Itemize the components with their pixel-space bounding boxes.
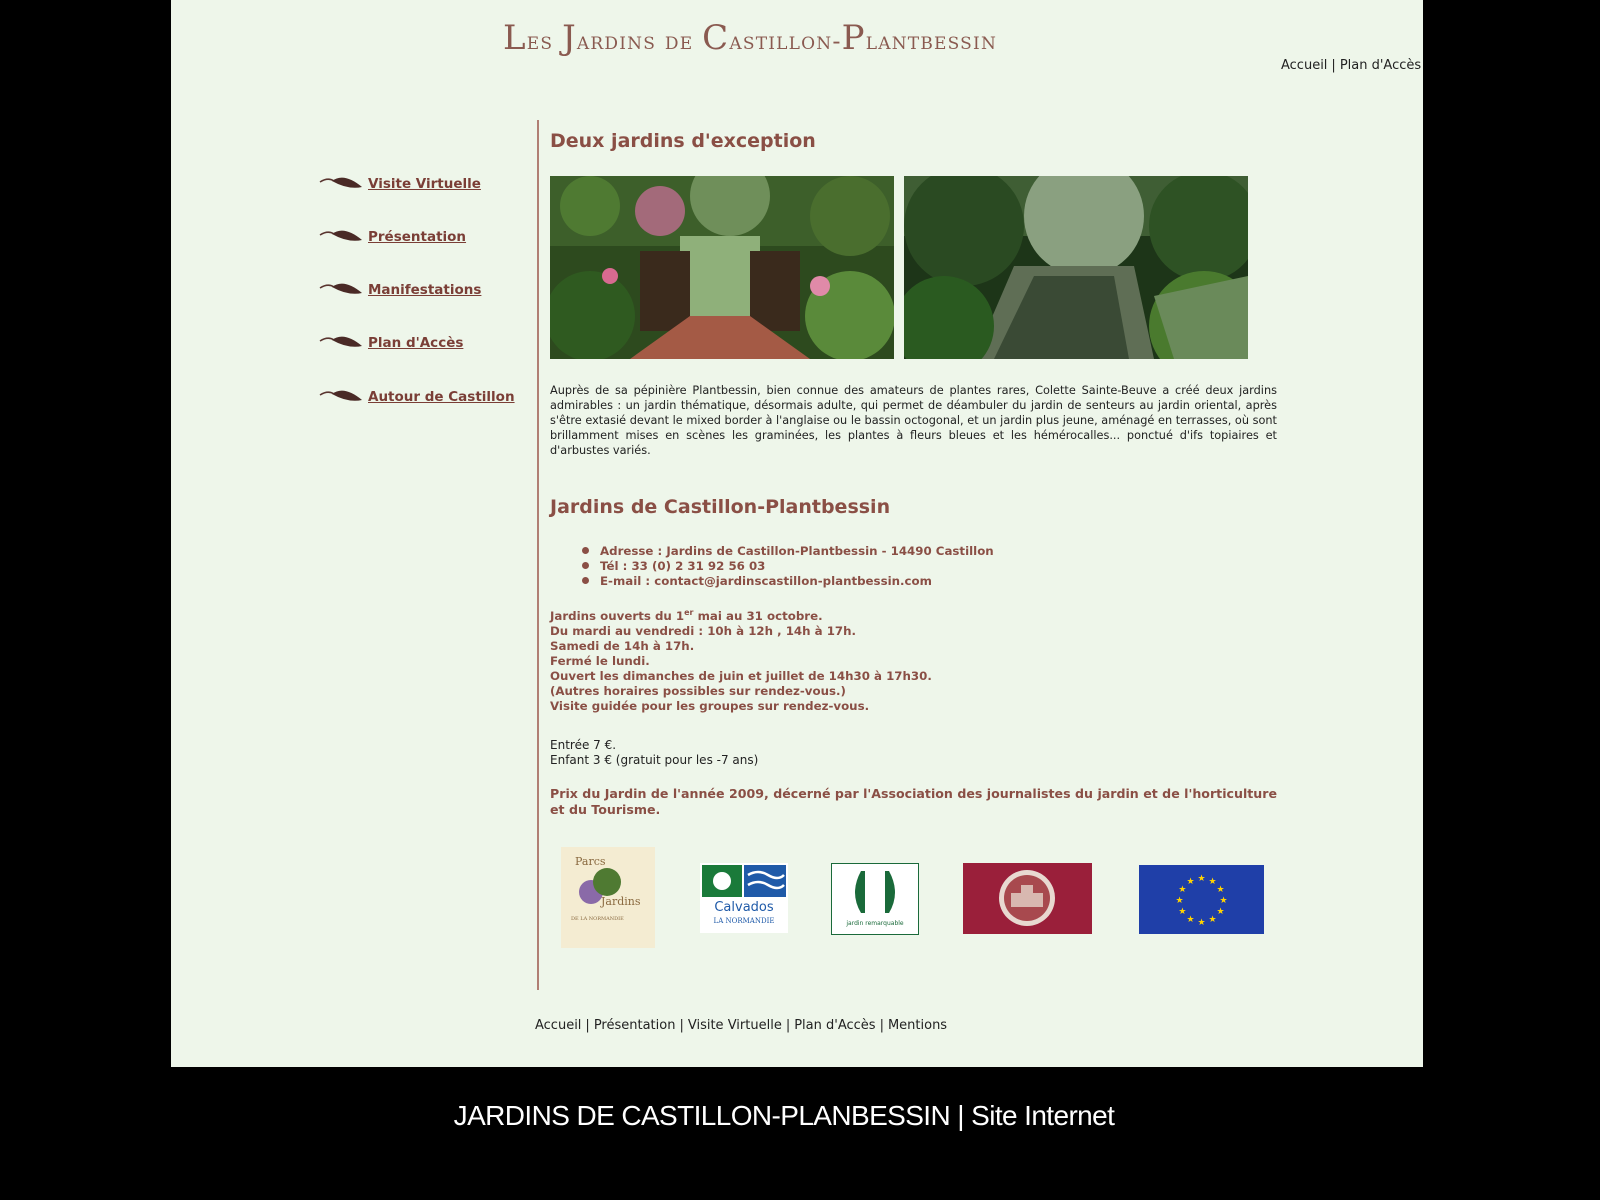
eu-star-icon: ★	[1197, 918, 1206, 928]
hours-line: Du mardi au vendredi : 10h à 12h , 14h à 17h.	[550, 623, 856, 638]
top-nav-accueil[interactable]: Accueil	[1281, 58, 1328, 73]
vertical-divider	[537, 120, 539, 990]
footer-separator: |	[785, 1018, 791, 1033]
price-adult: Entrée 7 €.	[550, 738, 617, 752]
top-nav-plan-acces[interactable]: Plan d'Accès	[1339, 58, 1422, 73]
hours-line: Ouvert les dimanches de juin et juillet de 14h30 à 17h30.	[550, 668, 932, 683]
garden-pond-photo	[904, 176, 1248, 359]
leaf-icon	[318, 280, 364, 300]
eu-star-icon: ★	[1219, 896, 1228, 906]
footer-nav-mentions[interactable]: Mentions	[887, 1018, 948, 1033]
heading-deux-jardins: Deux jardins d'exception	[550, 130, 816, 152]
title-cap-2: J	[562, 18, 577, 58]
eu-flag-logo[interactable]	[1139, 865, 1264, 934]
prize-text: Prix du Jardin de l'année 2009, décerné par l'Association des journalistes du jardin et de l'horticulture et du Tourisme.	[550, 786, 1277, 817]
hours-line: Fermé le lundi.	[550, 653, 650, 668]
hours-line: Samedi de 14h à 17h.	[550, 638, 695, 653]
top-nav-separator: |	[1331, 58, 1336, 73]
eu-star-icon: ★	[1178, 885, 1187, 895]
footer-nav	[535, 1018, 947, 1033]
jardin-remarquable-text: jardin remarquable	[846, 920, 904, 927]
leaf-icon	[318, 387, 364, 407]
sidebar-item-label: Autour de Castillon	[368, 389, 515, 405]
sidebar-item-label: Manifestations	[368, 282, 482, 298]
castle-emblem-logo[interactable]	[963, 863, 1092, 934]
contact-phone: Tél : 33 (0) 2 31 92 56 03	[582, 559, 994, 574]
parcs-logo-jardins: Jardins	[601, 895, 641, 908]
contact-list	[582, 544, 994, 589]
footer-separator: |	[879, 1018, 884, 1033]
hours-line1-sup: er	[684, 608, 694, 617]
footer-separator: |	[679, 1018, 684, 1033]
footer-nav-presentation[interactable]: Présentation	[593, 1018, 676, 1033]
sidebar-item-label: Présentation	[368, 229, 467, 245]
footer-nav-plan-acces[interactable]: Plan d'Accès	[794, 1018, 876, 1033]
footer-separator: |	[585, 1018, 590, 1033]
sidebar-item-label: Visite Virtuelle	[368, 176, 481, 192]
sidebar-item-visite-virtuelle[interactable]	[318, 172, 481, 196]
calvados-logo[interactable]	[700, 863, 788, 933]
site-title	[503, 18, 1333, 58]
parcs-jardins-logo[interactable]	[561, 847, 655, 948]
calvados-logo-text: Calvados	[714, 900, 774, 915]
garden-gate-photo	[550, 176, 894, 359]
contact-email[interactable]: E-mail : contact@jardinscastillon-plantbessin.com	[582, 574, 994, 589]
eu-star-icon: ★	[1208, 915, 1217, 926]
top-nav	[1281, 58, 1421, 73]
leaf-icon	[318, 227, 364, 247]
eu-star-icon: ★	[1178, 907, 1187, 917]
portfolio-caption: JARDINS DE CASTILLON-PLANBESSIN | Site Internet	[453, 1100, 1115, 1131]
hours-line: (Autres horaires possibles sur rendez-vous.)	[550, 683, 846, 698]
title-part-4: lantbessin	[865, 27, 998, 55]
sidebar-item-presentation[interactable]	[318, 225, 466, 249]
sidebar-item-label: Plan d'Accès	[368, 335, 464, 351]
title-cap-1: L	[503, 18, 527, 58]
calvados-logo-sub: LA NORMANDIE	[713, 917, 775, 925]
eu-star-icon: ★	[1186, 876, 1195, 887]
hours-line1-post: mai au 31 octobre.	[693, 608, 823, 623]
hours-line1-pre: Jardins ouverts du 1	[550, 608, 685, 623]
footer-nav-visite-virtuelle[interactable]: Visite Virtuelle	[687, 1018, 782, 1033]
intro-paragraph: Auprès de sa pépinière Plantbessin, bien connue des amateurs de plantes rares, Colette Sainte-Beuve a créé deux jardins admirables : un jardin thématique, désormais adulte, qui permet de déambuler du jardin de senteurs au jardin oriental, après s'être extasié devant le mixed border à l'anglaise ou le bassin octogonal, et un jardin plus jeune, aménagé en terrasses, où sont brillamment mises en scènes les graminées, les plantes à fleurs bleues et les hémérocalles... ponctué d'ifs topiaires et d'arbustes variés.	[550, 384, 1277, 457]
jardin-remarquable-logo[interactable]	[831, 863, 919, 935]
heading-jardins-castillon: Jardins de Castillon-Plantbessin	[550, 496, 891, 518]
price-child: Enfant 3 € (gratuit pour les -7 ans)	[550, 753, 759, 767]
title-cap-4: P	[841, 18, 866, 58]
leaf-icon	[318, 333, 364, 353]
opening-hours	[550, 605, 932, 714]
leaf-icon	[318, 174, 364, 194]
eu-star-icon: ★	[1208, 876, 1217, 887]
contact-address: Adresse : Jardins de Castillon-Plantbessin - 14490 Castillon	[582, 544, 994, 559]
parcs-logo-text: Parcs	[575, 855, 606, 868]
hours-line	[550, 605, 932, 624]
sidebar-item-plan-acces[interactable]	[318, 331, 463, 355]
title-cap-3: C	[702, 18, 730, 58]
sidebar-item-manifestations[interactable]	[318, 278, 481, 302]
sidebar-item-autour-de-castillon[interactable]	[318, 385, 515, 409]
eu-star-icon: ★	[1216, 885, 1225, 895]
eu-star-icon: ★	[1175, 896, 1184, 906]
hours-line: Visite guidée pour les groupes sur rendez-vous.	[550, 698, 870, 713]
eu-star-icon: ★	[1216, 907, 1225, 917]
footer-nav-accueil[interactable]: Accueil	[535, 1018, 582, 1033]
eu-star-icon: ★	[1197, 874, 1206, 884]
parcs-logo-sub: DE LA NORMANDIE	[571, 916, 624, 922]
title-part-1: es	[526, 27, 563, 55]
title-part-2: ardins de	[576, 27, 703, 55]
title-part-3: astillon-	[729, 27, 842, 55]
prices	[550, 738, 758, 768]
eu-star-icon: ★	[1186, 915, 1195, 926]
